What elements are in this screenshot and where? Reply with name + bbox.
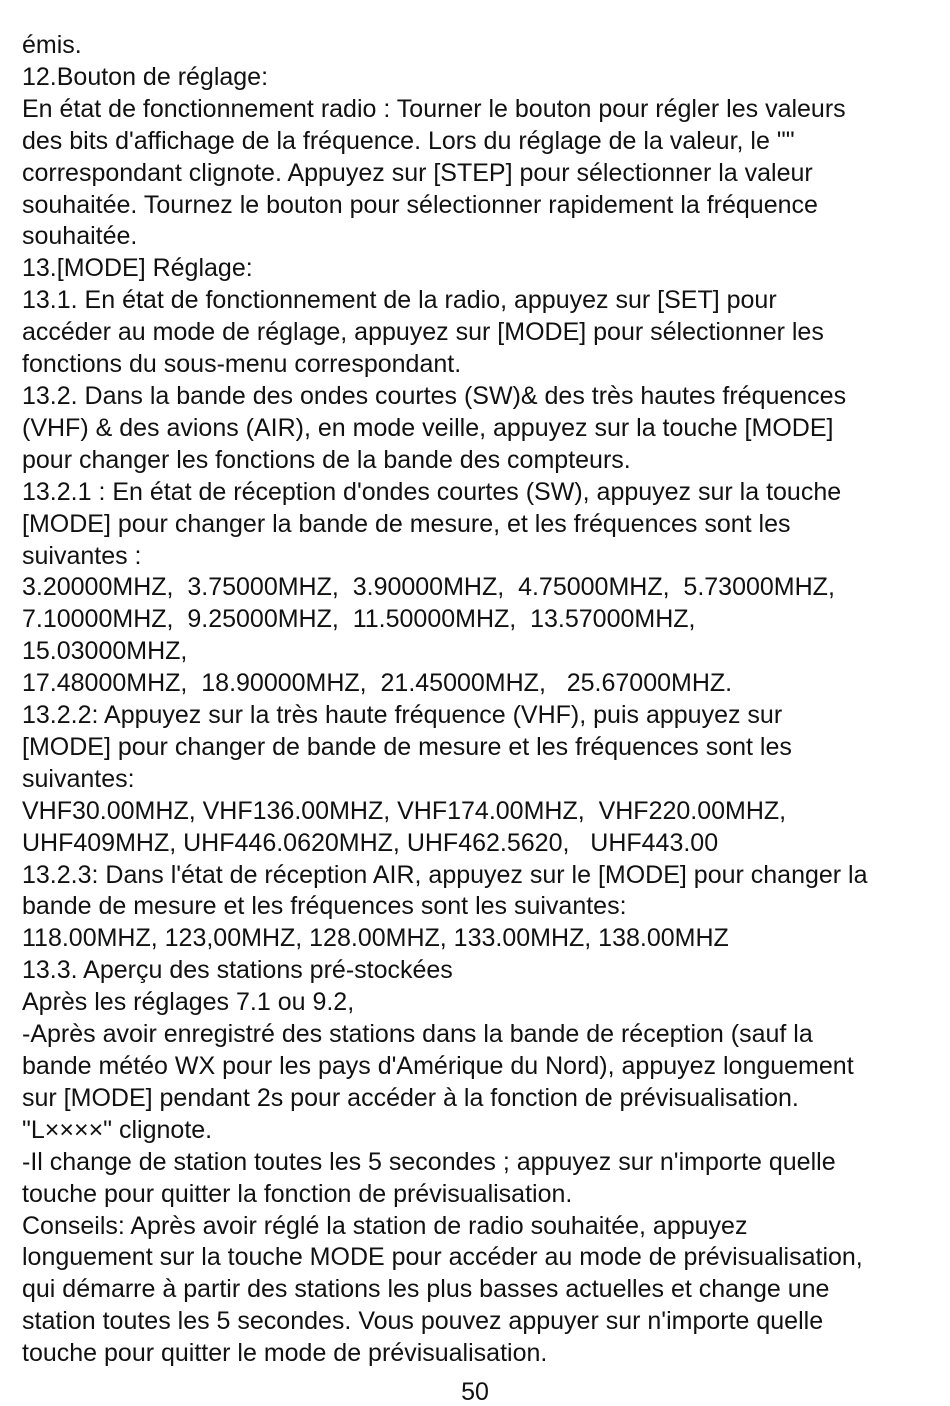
text-line: suivantes: [22,764,135,793]
text-line: des bits d'affichage de la fréquence. Lors du réglage de la valeur, le "" [22,126,795,155]
text-line: 13.2. Dans la bande des ondes courtes (SW)& des très hautes fréquences [22,381,847,410]
text-line: fonctions du sous-menu correspondant. [22,350,462,379]
document-body [22,30,934,1370]
text-line: correspondant clignote. Appuyez sur [STEP] pour sélectionner la valeur [22,158,813,187]
text-line: longuement sur la touche MODE pour accéder au mode de prévisualisation, [22,1243,863,1272]
text-line: bande météo WX pour les pays d'Amérique du Nord), appuyez longuement [22,1052,854,1080]
text-line: -Après avoir enregistré des stations dans la bande de réception (sauf la [22,1020,813,1049]
text-line: [MODE] pour changer de bande de mesure et les fréquences sont les [22,732,792,761]
text-line: pour changer les fonctions de la bande des compteurs. [22,445,631,474]
text-line: (VHF) & des avions (AIR), en mode veille, appuyez sur la touche [MODE] [22,413,834,442]
text-line: souhaitée. Tournez le bouton pour sélectionner rapidement la fréquence [22,190,818,219]
text-line: touche pour quitter le mode de prévisualisation. [22,1339,548,1368]
text-line: 13.1. En état de fonctionnement de la radio, appuyez sur [SET] pour [22,286,777,315]
text-line: 13.2.1 : En état de réception d'ondes courtes (SW), appuyez sur la touche [22,477,842,506]
text-line: Après les réglages 7.1 ou 9.2, [22,988,355,1017]
text-line: -Il change de station toutes les 5 secondes ; appuyez sur n'importe quelle [22,1147,836,1176]
text-line: En état de fonctionnement radio : Tourner le bouton pour régler les valeurs [22,94,846,123]
section-heading: 12.Bouton de réglage: [22,62,269,91]
frequency-list-line: 15.03000MHZ, [22,637,188,666]
text-line: sur [MODE] pendant 2s pour accéder à la fonction de prévisualisation. [22,1083,799,1112]
section-heading: 13.3. Aperçu des stations pré-stockées [22,956,453,985]
frequency-list-line: 17.48000MHZ, 18.90000MHZ, 21.45000MHZ, 25.67000MHZ. [22,669,733,698]
text-line: suivantes : [22,541,142,570]
text-line: Conseils: Après avoir réglé la station de radio souhaitée, appuyez [22,1211,748,1240]
text-line: souhaitée. [22,222,138,251]
section-heading: 13.[MODE] Réglage: [22,254,253,283]
frequency-list-line: 118.00MHZ, 123,00MHZ, 128.00MHZ, 133.00MHZ, 138.00MHZ [22,924,729,953]
text-line: station toutes les 5 secondes. Vous pouvez appuyer sur n'importe quelle [22,1307,824,1336]
frequency-list-line: 7.10000MHZ, 9.25000MHZ, 11.50000MHZ, 13.57000MHZ, [22,605,696,634]
text-line: "L××××" clignote. [22,1115,213,1144]
text-line: bande de mesure et les fréquences sont les suivantes: [22,892,627,921]
page-number: 50 [461,1378,489,1406]
text-line: émis. [22,31,82,59]
text-line: 13.2.2: Appuyez sur la très haute fréquence (VHF), puis appuyez sur [22,701,783,730]
frequency-list-line: 3.20000MHZ, 3.75000MHZ, 3.90000MHZ, 4.75000MHZ, 5.73000MHZ, [22,573,835,602]
text-line: touche pour quitter la fonction de prévisualisation. [22,1179,573,1208]
frequency-list-line: VHF30.00MHZ, VHF136.00MHZ, VHF174.00MHZ, VHF220.00MHZ, [22,796,787,825]
text-line: qui démarre à partir des stations les plus basses actuelles et change une [22,1275,830,1304]
frequency-list-line: UHF409MHZ, UHF446.0620MHZ, UHF462.5620, UHF443.00 [22,828,719,857]
text-line: [MODE] pour changer la bande de mesure, et les fréquences sont les [22,509,791,538]
text-line: 13.2.3: Dans l'état de réception AIR, appuyez sur le [MODE] pour changer la [22,860,868,889]
text-line: accéder au mode de réglage, appuyez sur [MODE] pour sélectionner les [22,318,824,347]
